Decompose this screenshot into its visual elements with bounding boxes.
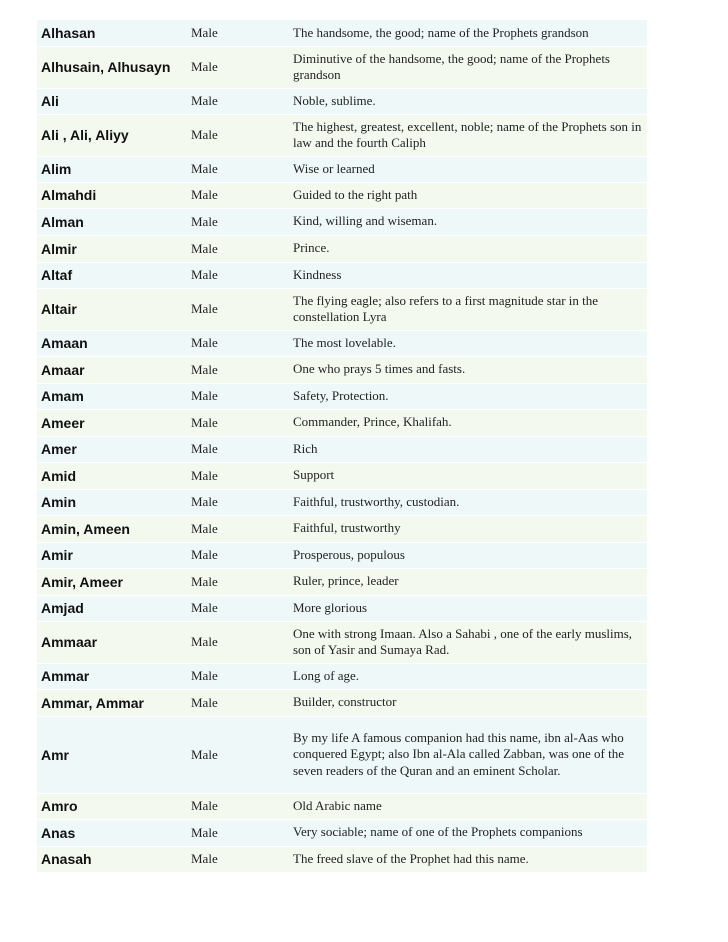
name-cell: Anas bbox=[37, 819, 187, 846]
name-cell: Amin bbox=[37, 489, 187, 515]
gender-cell: Male bbox=[187, 20, 289, 46]
gender-cell: Male bbox=[187, 515, 289, 542]
name-cell: Amer bbox=[37, 436, 187, 462]
meaning-cell: Faithful, trustworthy, custodian. bbox=[289, 489, 647, 515]
meaning-cell: Ruler, prince, leader bbox=[289, 568, 647, 595]
name-cell: Amr bbox=[37, 716, 187, 793]
table-row bbox=[37, 208, 647, 235]
table-row bbox=[37, 716, 647, 793]
name-cell: Ali , Ali, Aliyy bbox=[37, 114, 187, 156]
gender-cell: Male bbox=[187, 114, 289, 156]
name-cell: Amjad bbox=[37, 595, 187, 621]
table-row bbox=[37, 409, 647, 436]
gender-cell: Male bbox=[187, 383, 289, 409]
table-row bbox=[37, 462, 647, 489]
table-row bbox=[37, 489, 647, 515]
table-row bbox=[37, 846, 647, 872]
meaning-cell: Guided to the right path bbox=[289, 182, 647, 208]
table-row bbox=[37, 793, 647, 819]
gender-cell: Male bbox=[187, 489, 289, 515]
name-cell: Amir bbox=[37, 542, 187, 568]
table-row bbox=[37, 436, 647, 462]
name-cell: Ammar, Ammar bbox=[37, 689, 187, 716]
gender-cell: Male bbox=[187, 182, 289, 208]
meaning-cell: Prince. bbox=[289, 235, 647, 262]
gender-cell: Male bbox=[187, 88, 289, 114]
name-cell: Amid bbox=[37, 462, 187, 489]
gender-cell: Male bbox=[187, 462, 289, 489]
meaning-cell: Prosperous, populous bbox=[289, 542, 647, 568]
name-cell: Amin, Ameen bbox=[37, 515, 187, 542]
gender-cell: Male bbox=[187, 46, 289, 88]
gender-cell: Male bbox=[187, 288, 289, 330]
gender-cell: Male bbox=[187, 330, 289, 356]
table-row bbox=[37, 330, 647, 356]
name-cell: Ammaar bbox=[37, 621, 187, 663]
table-row bbox=[37, 621, 647, 663]
table-row bbox=[37, 20, 647, 46]
meaning-cell: The handsome, the good; name of the Prophets grandson bbox=[289, 20, 647, 46]
name-cell: Altair bbox=[37, 288, 187, 330]
table-row bbox=[37, 88, 647, 114]
meaning-cell: Rich bbox=[289, 436, 647, 462]
gender-cell: Male bbox=[187, 542, 289, 568]
gender-cell: Male bbox=[187, 436, 289, 462]
meaning-cell: Kind, willing and wiseman. bbox=[289, 208, 647, 235]
table-row bbox=[37, 542, 647, 568]
meaning-cell: Noble, sublime. bbox=[289, 88, 647, 114]
name-cell: Alim bbox=[37, 156, 187, 182]
table-row bbox=[37, 262, 647, 288]
table-row bbox=[37, 46, 647, 88]
table-row bbox=[37, 235, 647, 262]
table-row bbox=[37, 356, 647, 383]
meaning-cell: The freed slave of the Prophet had this name. bbox=[289, 846, 647, 872]
table-row bbox=[37, 819, 647, 846]
gender-cell: Male bbox=[187, 356, 289, 383]
table-row bbox=[37, 182, 647, 208]
meaning-cell: Faithful, trustworthy bbox=[289, 515, 647, 542]
table-row bbox=[37, 595, 647, 621]
name-cell: Amaar bbox=[37, 356, 187, 383]
meaning-cell: More glorious bbox=[289, 595, 647, 621]
meaning-cell: Commander, Prince, Khalifah. bbox=[289, 409, 647, 436]
gender-cell: Male bbox=[187, 716, 289, 793]
gender-cell: Male bbox=[187, 689, 289, 716]
table-row bbox=[37, 114, 647, 156]
name-cell: Anasah bbox=[37, 846, 187, 872]
name-cell: Alhusain, Alhusayn bbox=[37, 46, 187, 88]
gender-cell: Male bbox=[187, 208, 289, 235]
gender-cell: Male bbox=[187, 568, 289, 595]
meaning-cell: Long of age. bbox=[289, 663, 647, 689]
name-cell: Ameer bbox=[37, 409, 187, 436]
meaning-cell: Wise or learned bbox=[289, 156, 647, 182]
meaning-cell: Old Arabic name bbox=[289, 793, 647, 819]
name-cell: Almir bbox=[37, 235, 187, 262]
meaning-cell: Safety, Protection. bbox=[289, 383, 647, 409]
name-cell: Amro bbox=[37, 793, 187, 819]
names-table bbox=[37, 20, 647, 873]
name-cell: Ammar bbox=[37, 663, 187, 689]
meaning-cell: Support bbox=[289, 462, 647, 489]
names-table-body bbox=[37, 20, 647, 872]
table-row bbox=[37, 515, 647, 542]
name-cell: Ali bbox=[37, 88, 187, 114]
meaning-cell: One who prays 5 times and fasts. bbox=[289, 356, 647, 383]
name-cell: Alhasan bbox=[37, 20, 187, 46]
gender-cell: Male bbox=[187, 156, 289, 182]
name-cell: Altaf bbox=[37, 262, 187, 288]
name-cell: Amir, Ameer bbox=[37, 568, 187, 595]
meaning-cell: Kindness bbox=[289, 262, 647, 288]
meaning-cell: The most lovelable. bbox=[289, 330, 647, 356]
meaning-cell: Diminutive of the handsome, the good; name of the Prophets grandson bbox=[289, 46, 647, 88]
table-row bbox=[37, 288, 647, 330]
name-cell: Almahdi bbox=[37, 182, 187, 208]
gender-cell: Male bbox=[187, 409, 289, 436]
gender-cell: Male bbox=[187, 846, 289, 872]
gender-cell: Male bbox=[187, 663, 289, 689]
name-cell: Alman bbox=[37, 208, 187, 235]
meaning-cell: The flying eagle; also refers to a first magnitude star in the constellation Lyra bbox=[289, 288, 647, 330]
meaning-cell: One with strong Imaan. Also a Sahabi , one of the early muslims, son of Yasir and Sumaya Rad. bbox=[289, 621, 647, 663]
gender-cell: Male bbox=[187, 621, 289, 663]
meaning-cell: Builder, constructor bbox=[289, 689, 647, 716]
name-cell: Amam bbox=[37, 383, 187, 409]
gender-cell: Male bbox=[187, 595, 289, 621]
table-row bbox=[37, 156, 647, 182]
gender-cell: Male bbox=[187, 262, 289, 288]
meaning-cell: Very sociable; name of one of the Prophets companions bbox=[289, 819, 647, 846]
table-row bbox=[37, 663, 647, 689]
meaning-cell: The highest, greatest, excellent, noble; name of the Prophets son in law and the fourth Caliph bbox=[289, 114, 647, 156]
table-row bbox=[37, 689, 647, 716]
table-row bbox=[37, 568, 647, 595]
gender-cell: Male bbox=[187, 819, 289, 846]
table-row bbox=[37, 383, 647, 409]
meaning-cell: By my life A famous companion had this name, ibn al-Aas who conquered Egypt; also Ibn al-Ala called Zabban, was one of the seven readers of the Quran and an eminent Scholar. bbox=[289, 716, 647, 793]
gender-cell: Male bbox=[187, 793, 289, 819]
name-cell: Amaan bbox=[37, 330, 187, 356]
gender-cell: Male bbox=[187, 235, 289, 262]
